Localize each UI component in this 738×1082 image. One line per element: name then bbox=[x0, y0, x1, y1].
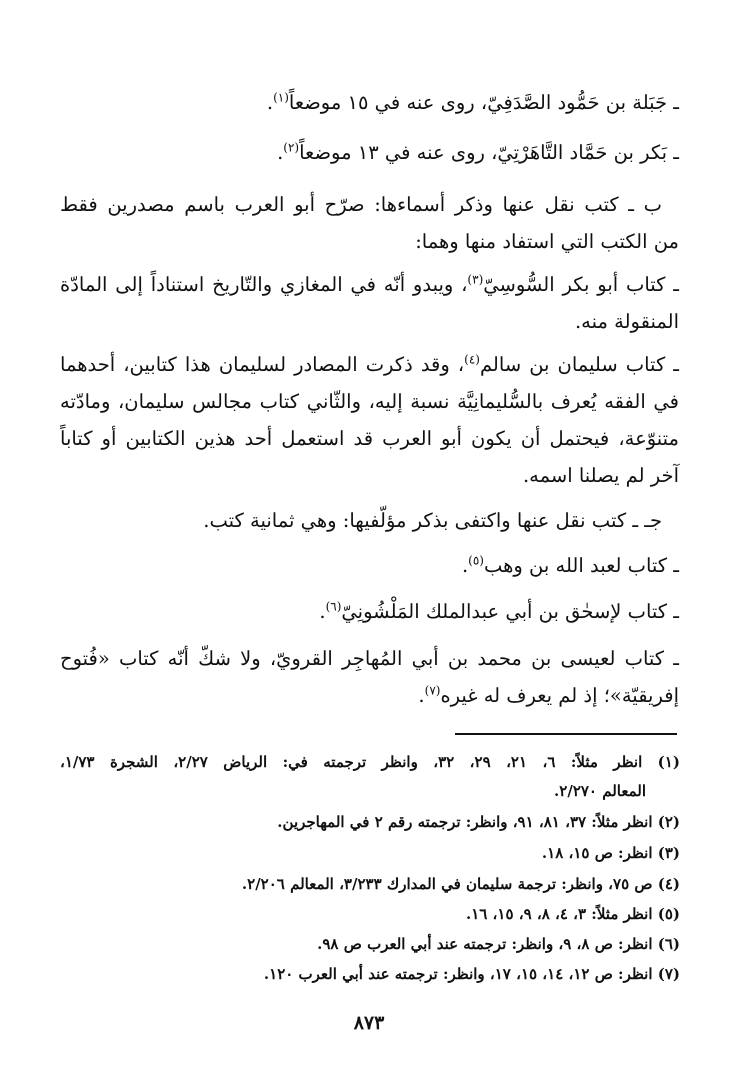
item-sousi-continuation: المنقولة منه. bbox=[574, 310, 679, 333]
item-ibn-wahb: ـ كتاب لعبد الله بن وهب$^{(٥)}$. bbox=[461, 553, 679, 577]
narrator-line-jabala: ـ جَبَلة بن حَمُّود الصَّدَفِيّ، روى عنه في ١٥ موضعاً$^{(١)}$. bbox=[266, 90, 679, 114]
footnote-separator bbox=[455, 733, 677, 735]
item-malshuni: ـ كتاب لإسحٰق بن أبي عبدالملك المَلْشُونِيّ$^{(٦)}$. bbox=[319, 599, 679, 623]
item-sulayman-line-2: في الفقه يُعرف بالسُّليمانِيَّة نسبة إليه، والثّاني كتاب مجالس سليمان، ومادّته bbox=[60, 390, 679, 413]
item-sulayman-line-4: آخر لم يصلنا اسمه. bbox=[522, 464, 679, 487]
footnote-4: (٤) ص ٧٥، وانظر: ترجمة سليمان في المدارك ٣/٢٣٣، المعالم ٢/٢٠٦. bbox=[241, 875, 680, 893]
narrator-line-bakr: ـ بَكر بن حَمَّاد التَّاهَرْتِيّ، روى عنه في ١٣ موضعاً$^{(٢)}$. bbox=[277, 140, 679, 164]
item-sulayman-line-3: متنوّعة، فيحتمل أن يكون أبو العرب قد استعمل أحد هذين الكتابين أو كتاباً bbox=[60, 427, 679, 450]
footnote-7: (٧) انظر: ص ١٢، ١٤، ١٥، ١٧، وانظر: ترجمته عند أبي العرب ١٢٠. bbox=[263, 965, 680, 983]
item-isa-continuation: إفريقيّة»؛ إذ لم يعرف له غيره$^{(٧)}$. bbox=[418, 683, 679, 707]
section-b-continuation: من الكتب التي استفاد منها وهما: bbox=[415, 230, 679, 253]
section-b-heading: ب ـ كتب نقل عنها وذكر أسماءها: صرّح أبو العرب باسم مصدرين فقط bbox=[60, 193, 662, 216]
footnote-ref-1: (١) bbox=[273, 90, 289, 105]
footnote-ref-7: (٧) bbox=[424, 683, 441, 698]
item-sousi-line: ـ كتاب أبو بكر السُّوسِيّ$^{(٣)}$، ويبدو أنّه في المغازي والتّاريخ استناداً إلى المادّة bbox=[60, 272, 679, 296]
item-isa-line: ـ كتاب لعيسى بن محمد بن أبي المُهاجِر القرويّ، ولا شكّ أنّه كتاب «فُتوح bbox=[60, 647, 679, 670]
footnote-6: (٦) انظر: ص ٨، ٩، وانظر: ترجمته عند أبي العرب ص ٩٨. bbox=[317, 935, 680, 953]
section-c-heading: جـ ـ كتب نقل عنها واكتفى بذكر مؤلّفيها: وهي ثمانية كتب. bbox=[203, 509, 662, 532]
footnote-5: (٥) انظر مثلاً: ٣، ٤، ٨، ٩، ١٥، ١٦. bbox=[465, 905, 680, 923]
page-number: ٨٧٣ bbox=[353, 1012, 385, 1034]
footnote-ref-3: (٣) bbox=[467, 272, 484, 287]
footnote-ref-2: (٢) bbox=[283, 140, 300, 155]
footnote-2: (٢) انظر مثلاً: ٣٧، ٨١، ٩١، وانظر: ترجمته رقم ٢ في المهاجرين. bbox=[277, 813, 680, 831]
item-sulayman-line: ـ كتاب سليمان بن سالم$^{(٤)}$، وقد ذكرت المصادر لسليمان هذا كتابين، أحدهما bbox=[60, 352, 679, 376]
footnote-1-continuation: المعالم ٢/٢٧٠. bbox=[554, 782, 646, 800]
footnote-ref-4: (٤) bbox=[464, 352, 480, 367]
footnote-ref-5: (٥) bbox=[468, 553, 484, 568]
footnote-3: (٣) انظر: ص ١٥، ١٨. bbox=[541, 844, 680, 862]
footnote-ref-6: (٦) bbox=[325, 599, 342, 614]
footnote-1: (١) انظر مثلاً: ٦، ٢١، ٢٩، ٣٢، وانظر ترجمته في: الرياض ٢/٢٧، الشجرة ١/٧٣، bbox=[60, 753, 680, 771]
